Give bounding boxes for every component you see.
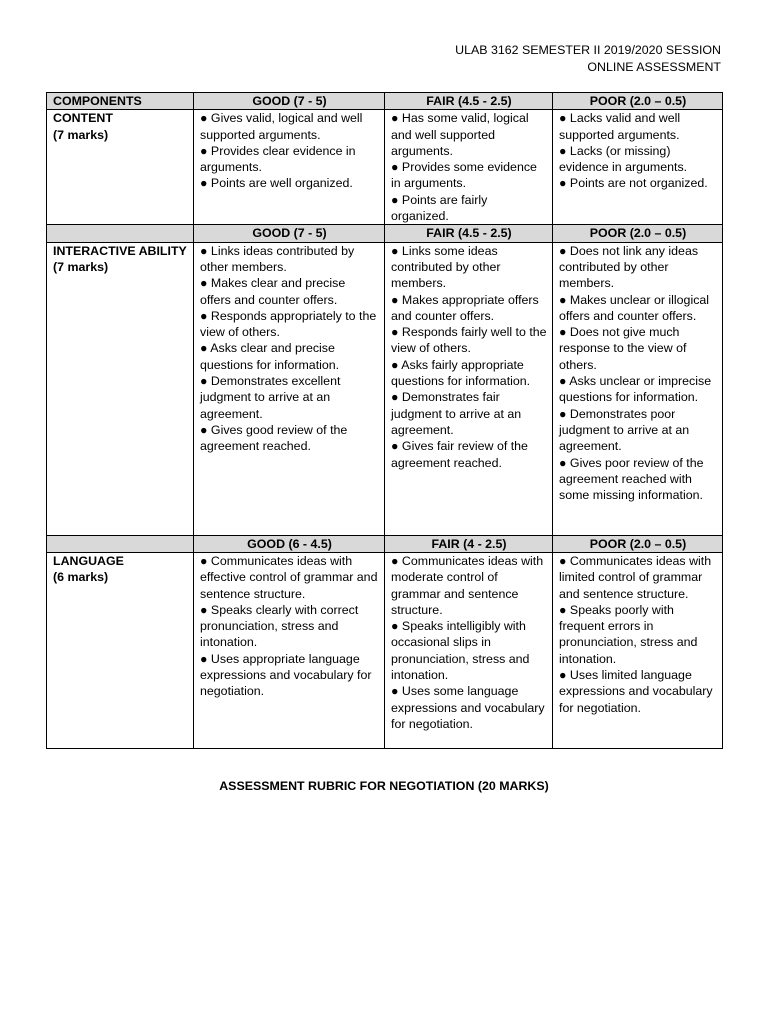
descriptor-point: ● Provides clear evidence in arguments. xyxy=(200,143,356,175)
rubric-table xyxy=(46,92,723,749)
descriptor-point: ● Uses appropriate language expressions and vocabulary for negotiation. xyxy=(200,651,372,699)
descriptor-point: ● Asks fairly appropriate questions for information. xyxy=(391,357,531,389)
level-header-fair: FAIR (4 - 2.5) xyxy=(385,535,553,552)
descriptor-point: ● Points are not organized. xyxy=(559,176,708,191)
component-name: CONTENT xyxy=(53,111,113,126)
level-header-row xyxy=(47,225,723,242)
component-cell-language xyxy=(47,552,194,748)
descriptor-point: ● Links some ideas contributed by other members. xyxy=(391,243,501,291)
component-cell-content xyxy=(47,110,194,225)
descriptor-cell-good xyxy=(194,242,385,535)
level-header-row xyxy=(47,535,723,552)
descriptor-point: ● Gives fair review of the agreement reached. xyxy=(391,439,528,470)
descriptor-point: ● Demonstrates excellent judgment to arrive at an agreement. xyxy=(200,374,341,421)
level-header-fair: FAIR (4.5 - 2.5) xyxy=(385,93,553,110)
section-row-content xyxy=(47,110,723,225)
descriptor-point: ● Points are well organized. xyxy=(200,176,353,191)
level-header-fair: FAIR (4.5 - 2.5) xyxy=(385,225,553,242)
level-header-good: GOOD (7 - 5) xyxy=(194,93,385,110)
descriptor-point: ● Uses limited language expressions and vocabulary for negotiation. xyxy=(559,668,713,715)
descriptor-point: ● Speaks poorly with frequent errors in pronunciation, stress and intonation. xyxy=(559,602,698,666)
descriptor-point: ● Lacks valid and well supported arguments. xyxy=(559,111,681,142)
course-session-line: ULAB 3162 SEMESTER II 2019/2020 SESSION xyxy=(455,43,721,57)
component-name: INTERACTIVE ABILITY xyxy=(53,243,187,258)
descriptor-point: ● Makes unclear or illogical offers and counter offers. xyxy=(559,292,710,323)
descriptor-cell-poor xyxy=(553,552,723,748)
empty-cell xyxy=(47,225,194,242)
descriptor-point: ● Demonstrates poor judgment to arrive at an agreement. xyxy=(559,406,690,454)
descriptor-point: ● Does not link any ideas contributed by other members. xyxy=(559,243,699,291)
component-marks: (7 marks) xyxy=(53,259,109,274)
component-marks: (6 marks) xyxy=(53,570,109,585)
descriptor-point: ● Responds appropriately to the view of others. xyxy=(200,308,377,340)
rubric-title: ASSESSMENT RUBRIC FOR NEGOTIATION (20 MARKS) xyxy=(219,779,549,793)
descriptor-cell-fair xyxy=(385,110,553,225)
document-header xyxy=(455,42,721,76)
descriptor-point: ● Makes appropriate offers and counter offers. xyxy=(391,292,539,323)
descriptor-point: ● Provides some evidence in arguments. xyxy=(391,160,537,191)
level-header-good: GOOD (7 - 5) xyxy=(194,225,385,242)
component-name: LANGUAGE xyxy=(53,553,124,568)
level-header-poor: POOR (2.0 – 0.5) xyxy=(553,535,723,552)
descriptor-point: ● Gives valid, logical and well supported arguments. xyxy=(200,111,363,142)
descriptor-point: ● Communicates ideas with moderate control of grammar and sentence structure. xyxy=(391,553,544,617)
descriptor-point: ● Makes clear and precise offers and counter offers. xyxy=(200,276,346,307)
descriptor-point: ● Speaks clearly with correct pronunciation, stress and intonation. xyxy=(200,602,359,650)
descriptor-point: ● Asks clear and precise questions for information. xyxy=(200,341,340,372)
descriptor-point: ● Speaks intelligibly with occasional slips in pronunciation, stress and intonation. xyxy=(391,619,530,683)
descriptor-point: ● Asks unclear or imprecise questions for information. xyxy=(559,374,712,405)
descriptor-cell-fair xyxy=(385,552,553,748)
component-marks: (7 marks) xyxy=(53,127,109,142)
descriptor-point: ● Communicates ideas with effective control of grammar and sentence structure. xyxy=(200,553,378,601)
descriptor-point: ● Uses some language expressions and vocabulary for negotiation. xyxy=(391,684,545,731)
descriptor-point: ● Communicates ideas with limited control of grammar and sentence structure. xyxy=(559,553,712,601)
level-header-poor: POOR (2.0 – 0.5) xyxy=(553,225,723,242)
section-row-language xyxy=(47,552,723,748)
descriptor-cell-good xyxy=(194,110,385,225)
descriptor-point: ● Links ideas contributed by other members. xyxy=(200,243,355,274)
descriptor-point: ● Does not give much response to the view of others. xyxy=(559,325,687,372)
rubric-header-row xyxy=(47,93,723,110)
descriptor-cell-poor xyxy=(553,110,723,225)
component-cell-interactive-ability xyxy=(47,242,194,535)
descriptor-point: ● Gives poor review of the agreement reached with some missing information. xyxy=(559,455,704,503)
descriptor-cell-poor xyxy=(553,242,723,535)
empty-cell xyxy=(47,535,194,552)
section-row-interactive-ability xyxy=(47,242,723,535)
descriptor-cell-fair xyxy=(385,242,553,535)
components-header: COMPONENTS xyxy=(47,93,194,110)
descriptor-point: ● Gives good review of the agreement reached. xyxy=(200,422,348,454)
descriptor-point: ● Lacks (or missing) evidence in arguments. xyxy=(559,143,688,175)
descriptor-point: ● Has some valid, logical and well supported arguments. xyxy=(391,111,529,158)
assessment-type-line: ONLINE ASSESSMENT xyxy=(587,60,721,74)
level-header-good: GOOD (6 - 4.5) xyxy=(194,535,385,552)
descriptor-point: ● Responds fairly well to the view of others. xyxy=(391,325,547,356)
descriptor-cell-good xyxy=(194,552,385,748)
level-header-poor: POOR (2.0 – 0.5) xyxy=(553,93,723,110)
descriptor-point: ● Points are fairly organized. xyxy=(391,192,488,224)
descriptor-point: ● Demonstrates fair judgment to arrive at an agreement. xyxy=(391,390,522,437)
